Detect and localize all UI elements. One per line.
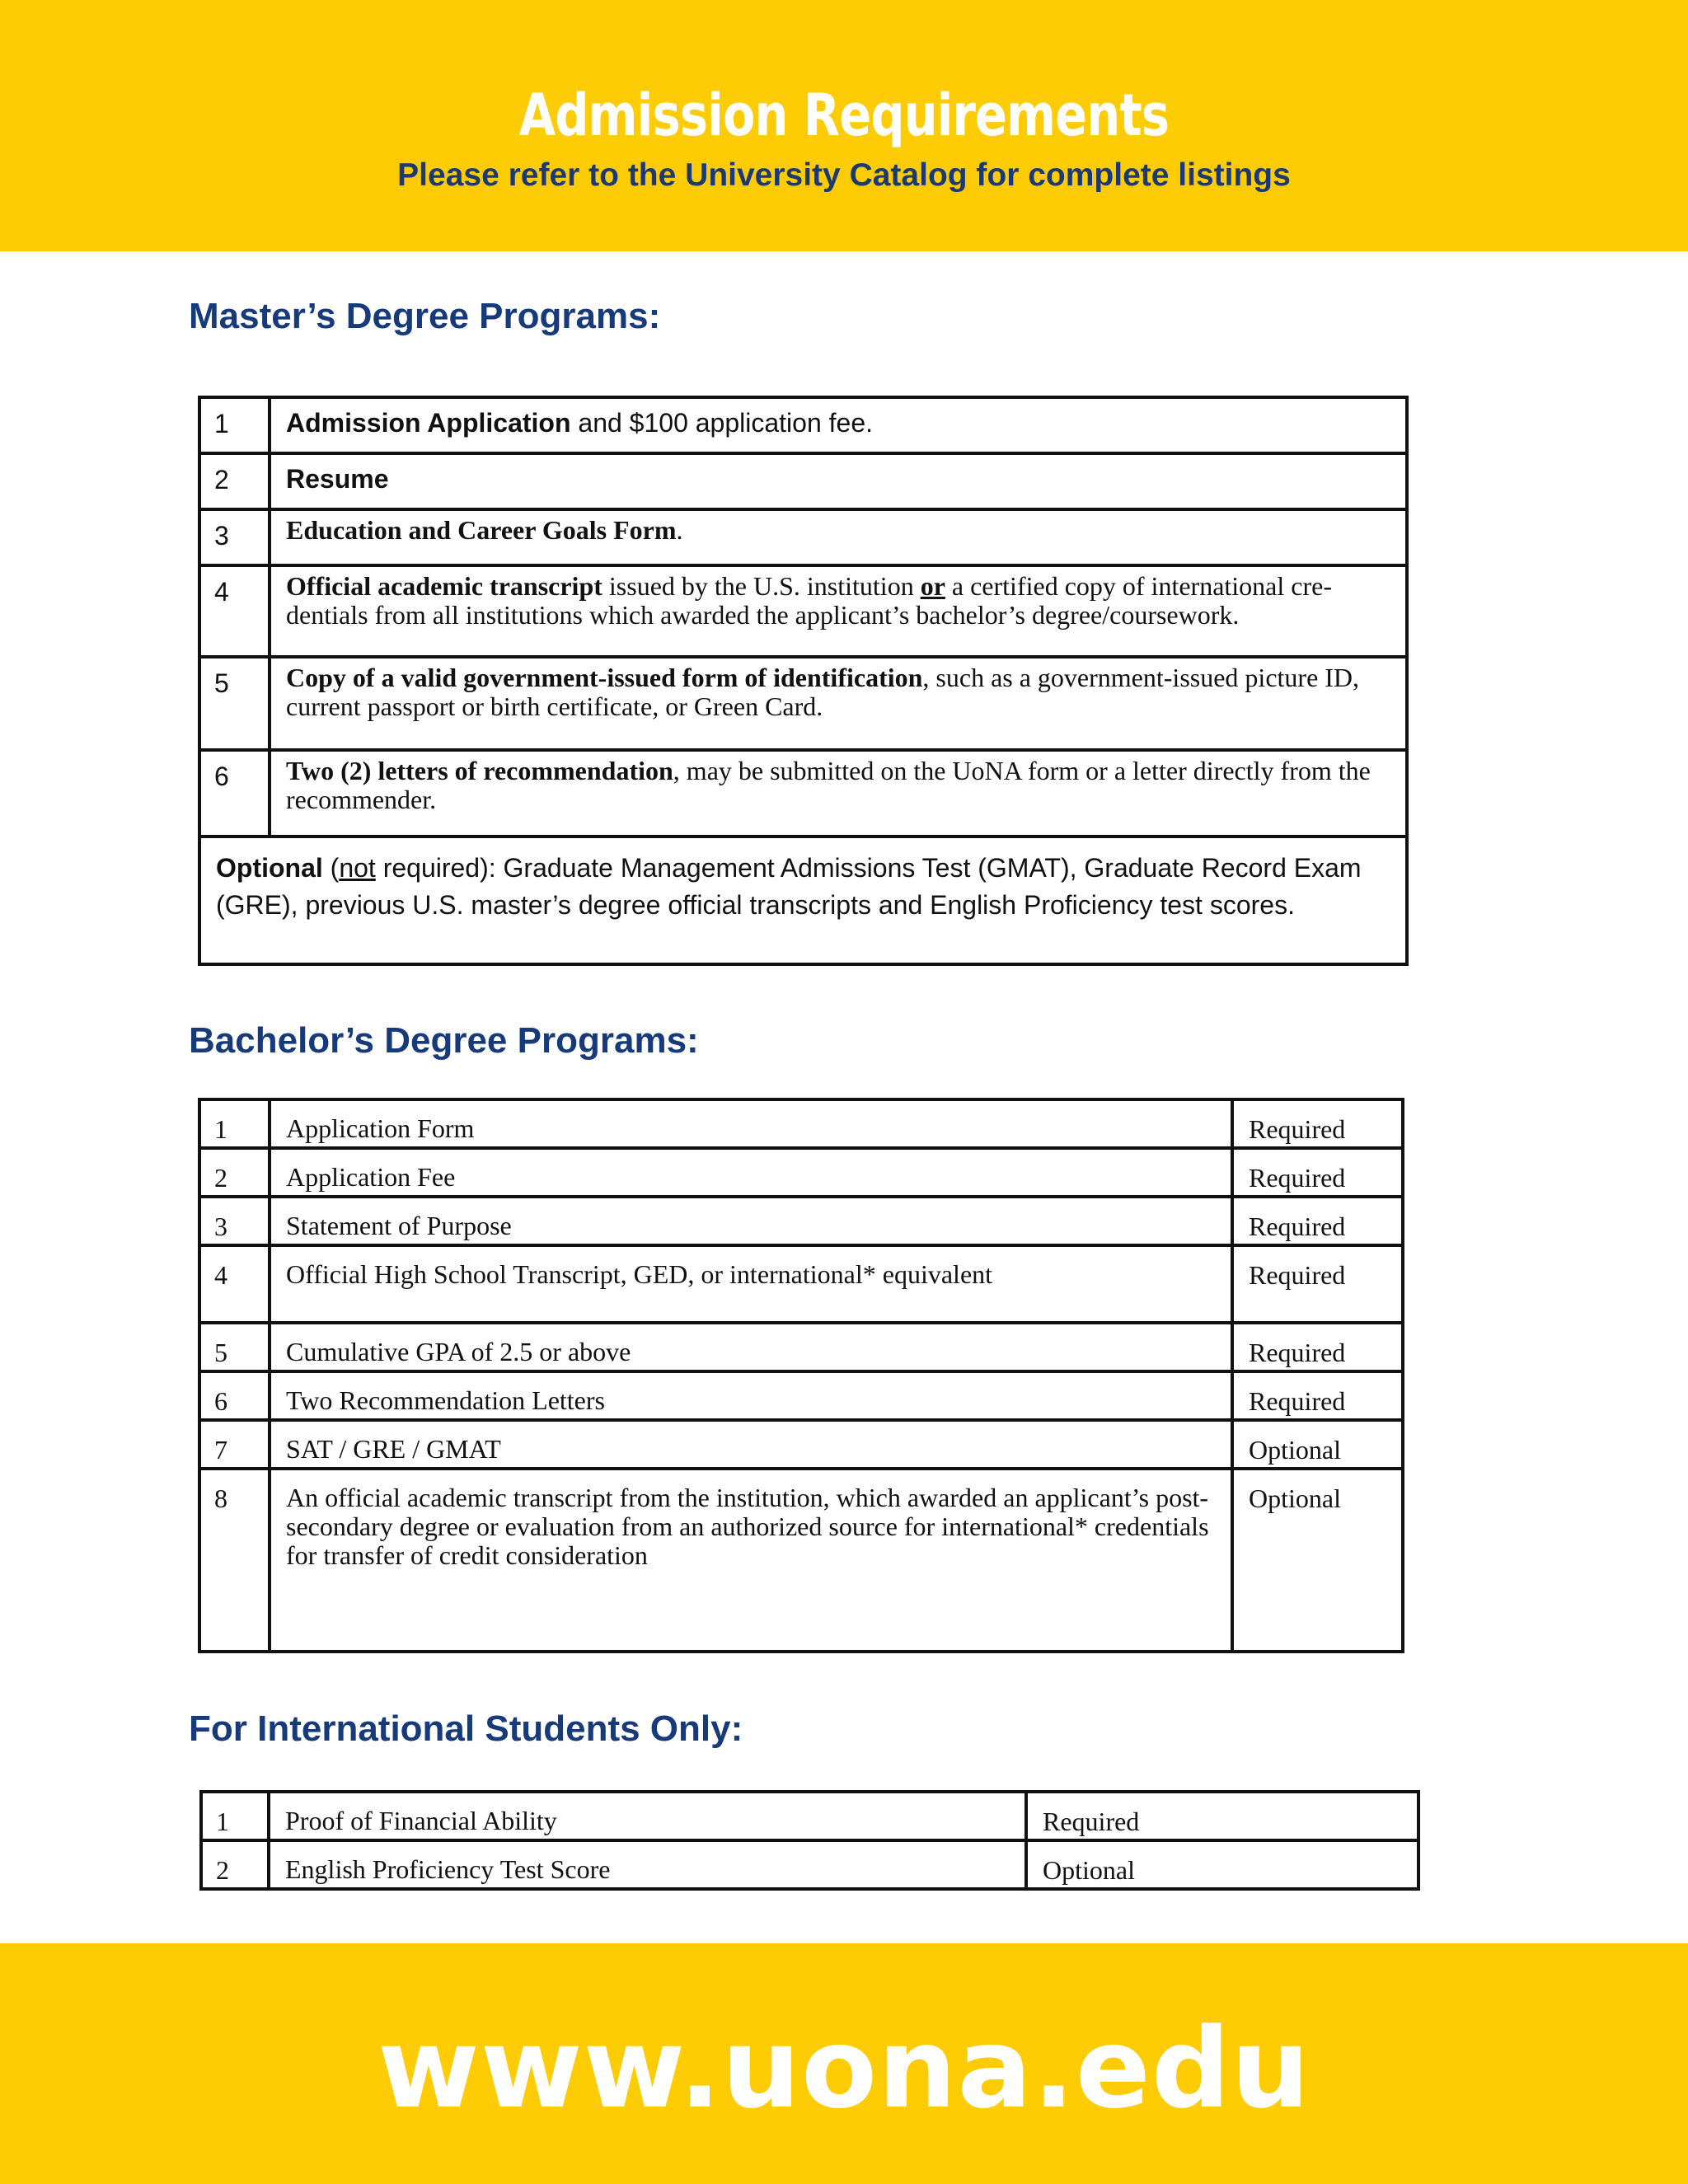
requirement-text: Application Form xyxy=(270,1099,1232,1148)
row-number: 1 xyxy=(199,397,270,453)
requirement-text: SAT / GRE / GMAT xyxy=(270,1420,1232,1469)
requirement-rest: issued by the U.S. institution xyxy=(602,571,921,601)
bachelors-heading: Bachelor’s Degree Programs: xyxy=(189,1020,699,1061)
status-label: Required xyxy=(1026,1792,1418,1840)
table-row xyxy=(199,1323,1403,1371)
requirement-text: Official High School Transcript, GED, or international* equivalent xyxy=(270,1245,1232,1323)
table-row xyxy=(199,509,1407,565)
requirement-text xyxy=(270,397,1407,453)
requirement-text: Application Fee xyxy=(270,1148,1232,1197)
page-subtitle: Please refer to the University Catalog for complete listings xyxy=(397,157,1291,193)
requirement-bold: Two (2) letters of recommendation xyxy=(286,756,673,785)
requirement-bold: Admission Application xyxy=(286,408,571,438)
row-number: 5 xyxy=(199,1323,270,1371)
row-number: 2 xyxy=(201,1840,269,1889)
requirement-text xyxy=(270,750,1407,837)
status-label: Optional xyxy=(1232,1469,1403,1652)
table-row xyxy=(199,397,1407,453)
requirement-rest: and $100 application fee. xyxy=(570,408,874,438)
requirement-emphasis: or xyxy=(920,571,945,601)
status-label: Required xyxy=(1232,1197,1403,1245)
requirement-rest: a certified copy of international cre-dentials from all institutions which awarded the applicant’s bachelor’s degree/coursework. xyxy=(286,571,1332,630)
row-number: 6 xyxy=(199,1371,270,1420)
masters-heading: Master’s Degree Programs: xyxy=(189,296,661,336)
table-row xyxy=(199,1420,1403,1469)
status-label: Optional xyxy=(1232,1420,1403,1469)
table-row xyxy=(199,1245,1403,1323)
table-row xyxy=(199,1197,1403,1245)
row-number: 4 xyxy=(199,1245,270,1323)
table-row xyxy=(199,1469,1403,1652)
requirement-text: English Proficiency Test Score xyxy=(269,1840,1026,1889)
requirement-text: Proof of Financial Ability xyxy=(269,1792,1026,1840)
table-row xyxy=(199,750,1407,837)
requirement-text xyxy=(270,657,1407,750)
masters-table xyxy=(198,396,1409,966)
status-label: Required xyxy=(1232,1148,1403,1197)
optional-label: Optional xyxy=(216,853,323,883)
requirement-text: Two Recommendation Letters xyxy=(270,1371,1232,1420)
requirement-text: Statement of Purpose xyxy=(270,1197,1232,1245)
requirement-text xyxy=(270,565,1407,657)
requirement-bold: Resume xyxy=(286,464,389,494)
row-number: 5 xyxy=(199,657,270,750)
row-number: 8 xyxy=(199,1469,270,1652)
optional-not: not xyxy=(339,853,376,883)
table-row xyxy=(201,1840,1418,1889)
row-number: 1 xyxy=(201,1792,269,1840)
requirement-text: An official academic transcript from the institution, which awarded an applicant’s post-secondary degree or evaluation from an authorized source for international* credentials for transfer of credit consideration xyxy=(270,1469,1232,1652)
row-number: 1 xyxy=(199,1099,270,1148)
footer-banner xyxy=(0,1943,1688,2184)
status-label: Required xyxy=(1232,1371,1403,1420)
row-number: 3 xyxy=(199,509,270,565)
bachelors-table xyxy=(198,1098,1404,1653)
requirement-text: Cumulative GPA of 2.5 or above xyxy=(270,1323,1232,1371)
row-number: 7 xyxy=(199,1420,270,1469)
page-title: Admission Requirements xyxy=(518,82,1170,149)
international-table xyxy=(199,1790,1420,1891)
optional-note xyxy=(199,837,1407,964)
row-number: 6 xyxy=(199,750,270,837)
table-row xyxy=(199,837,1407,964)
status-label: Required xyxy=(1232,1245,1403,1323)
requirement-bold: Education and Career Goals Form xyxy=(286,515,677,545)
row-number: 3 xyxy=(199,1197,270,1245)
row-number: 4 xyxy=(199,565,270,657)
requirement-text xyxy=(270,509,1407,565)
international-heading: For International Students Only: xyxy=(189,1708,743,1749)
row-number: 2 xyxy=(199,453,270,509)
requirement-bold: Official academic transcript xyxy=(286,571,603,601)
header-banner xyxy=(0,0,1688,251)
row-number: 2 xyxy=(199,1148,270,1197)
table-row xyxy=(199,657,1407,750)
table-row xyxy=(199,1099,1403,1148)
requirement-rest: , may be submitted on the UoNA form or a letter directly from the recommender. xyxy=(286,756,1371,814)
requirement-bold: Copy of a valid government-issued form of identification xyxy=(286,663,923,692)
optional-paren: ( xyxy=(322,853,340,883)
optional-rest: required): Graduate Management Admissions Test (GMAT), Graduate Record Exam (GRE), previous U.S. master’s degree official transcripts and English Proficiency test scores. xyxy=(216,853,1362,920)
table-row xyxy=(201,1792,1418,1840)
website-url: www.uona.edu xyxy=(377,2004,1311,2133)
table-row xyxy=(199,1371,1403,1420)
table-row xyxy=(199,565,1407,657)
requirement-rest: . xyxy=(676,515,683,545)
status-label: Required xyxy=(1232,1323,1403,1371)
table-row xyxy=(199,453,1407,509)
requirement-text xyxy=(270,453,1407,509)
status-label: Optional xyxy=(1026,1840,1418,1889)
status-label: Required xyxy=(1232,1099,1403,1148)
requirement-rest: , such as a government-issued picture ID, current passport or birth certificate, or Green Card. xyxy=(286,663,1360,721)
table-row xyxy=(199,1148,1403,1197)
